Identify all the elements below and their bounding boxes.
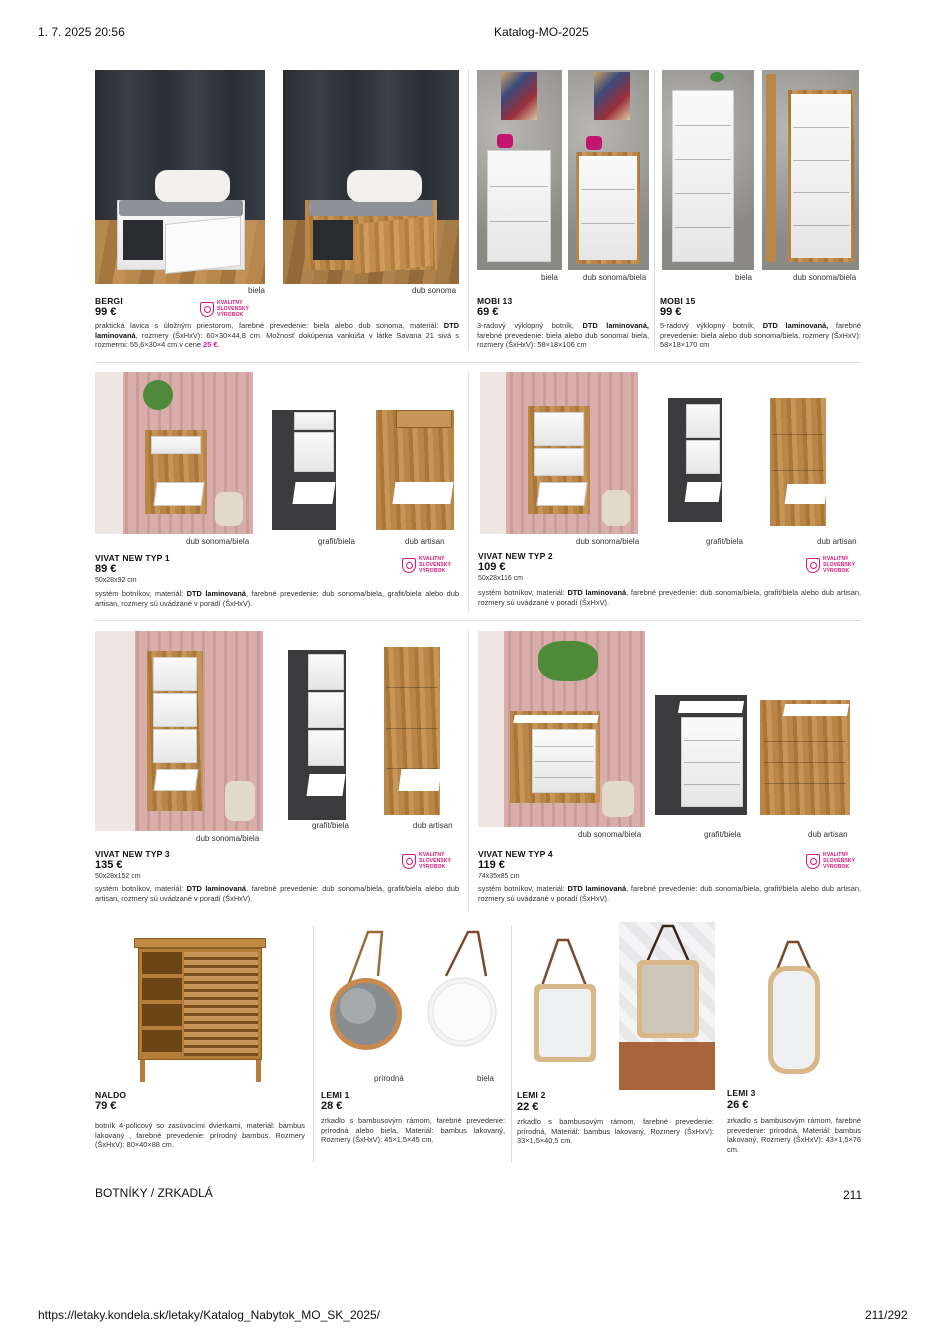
mobi15-white-image (662, 70, 754, 270)
vivat4-dimensions: 74x35x85 cm (478, 873, 520, 880)
mobi15-price: 99 € (660, 306, 682, 318)
lemi2-mirror-icon (528, 936, 604, 1076)
lemi1-image (328, 926, 508, 1066)
mobi15-description: 5-radový výklopný botník, DTD laminovaná, farebné prevedenie: biela alebo dub sonoma/biela, rozmery (ŠxHxV): 58×18×170 cm (660, 321, 861, 350)
lemi1-caption-natural: prírodná (374, 1074, 404, 1083)
vivat2-caption-1: dub sonoma/biela (576, 537, 640, 546)
vivat3-caption-3: dub artisan (413, 821, 453, 830)
lemi2-name: LEMI 2 (517, 1090, 546, 1100)
lemi2-price: 22 € (517, 1101, 539, 1113)
bergi-oak-image (283, 70, 459, 284)
mobi15-caption-white: biela (735, 273, 752, 282)
vivat3-artisan-image (384, 647, 440, 815)
shield-icon (806, 854, 820, 869)
lemi1-caption-white: biela (477, 1074, 494, 1083)
mobi13-description: 3-radový výklopný botník, DTD laminovaná, farebné prevedenie: biela alebo dub sonoma/ biela, rozmery (ŠxHxV): 58×18×106 cm (477, 321, 649, 350)
document-title: Katalog-MO-2025 (494, 25, 589, 39)
lemi2-scene-image (619, 922, 715, 1090)
source-url[interactable]: https://letaky.kondela.sk/letaky/Katalog_Nabytok_MO_SK_2025/ (38, 1308, 380, 1322)
vivat4-scene-image (478, 631, 645, 827)
vivat1-price: 89 € (95, 563, 117, 575)
naldo-name: NALDO (95, 1090, 127, 1100)
vivat4-caption-2: grafit/biela (704, 830, 741, 839)
vivat4-name: VIVAT NEW TYP 4 (478, 849, 553, 859)
quality-badge: KVALITNÝ SLOVENSKÝ VÝROBOK (806, 556, 859, 574)
bergi-white-image (95, 70, 265, 284)
lemi3-price: 26 € (727, 1099, 749, 1111)
mobi15-name: MOBI 15 (660, 296, 696, 306)
vivat3-caption-1: dub sonoma/biela (196, 834, 260, 843)
print-page-count: 211/292 (865, 1308, 908, 1322)
vivat4-graphite-image (655, 695, 747, 815)
vivat3-dimensions: 50x28x152 cm (95, 873, 141, 880)
vivat2-name: VIVAT NEW TYP 2 (478, 551, 553, 561)
vivat2-price: 109 € (478, 561, 506, 573)
quality-badge: KVALITNÝ SLOVENSKÝ VÝROBOK (402, 556, 455, 574)
vivat4-caption-3: dub artisan (808, 830, 848, 839)
lemi1-description: zrkadlo s bambusovým rámom, farebné prevedenie: prírodná alebo biela, Materiál: bambus lakovaný, Rozmery (ŠxHxV): 45×1,5×45 cm. (321, 1116, 505, 1145)
mobi13-oak-image (568, 70, 649, 270)
bergi-caption-oak: dub sonoma (412, 286, 457, 295)
vivat1-name: VIVAT NEW TYP 1 (95, 553, 170, 563)
quality-badge: KVALITNÝ SLOVENSKÝ VÝROBOK (402, 852, 455, 870)
quality-badge: KVALITNÝ SLOVENSKÝ VÝROBOK (806, 852, 859, 870)
page-number: 211 (843, 1188, 863, 1202)
vivat2-caption-2: grafit/biela (706, 537, 743, 546)
naldo-image (132, 938, 268, 1083)
lemi3-mirror-icon (764, 938, 826, 1078)
print-datetime: 1. 7. 2025 20:56 (38, 25, 125, 39)
vivat1-caption-2: grafit/biela (318, 537, 355, 546)
shield-icon (200, 302, 214, 317)
vivat2-caption-3: dub artisan (817, 537, 857, 546)
vivat3-scene-image (95, 631, 263, 831)
mobi13-price: 69 € (477, 306, 499, 318)
vivat3-graphite-image (288, 650, 346, 820)
vivat4-price: 119 € (478, 859, 505, 871)
vivat1-caption-3: dub artisan (405, 537, 445, 546)
vivat3-name: VIVAT NEW TYP 3 (95, 849, 170, 859)
bergi-description: praktická lavica s úložným priestorom, farebné prevedenie: biela alebo dub sonoma, materiál: DTD laminovaná, rozmery (ŠxHxV): 60×30×44,8 cm. Možnosť dokúpenia vankúša v látke Savana 21 sivá s rozmermi: 55,6×30×4 cm v cene 25 €. (95, 321, 459, 350)
vivat3-caption-2: grafit/biela (312, 821, 349, 830)
mobi13-caption-oak: dub sonoma/biela (583, 273, 647, 282)
vivat3-description: systém botníkov, materiál: DTD laminovaná, farebné prevedenie: dub sonoma/biela, grafit/biela alebo dub artisan, rozmery sú uvádzané v poradí (ŠxHxV). (95, 884, 459, 903)
bergi-price: 99 € (95, 306, 117, 318)
vivat2-dimensions: 50x28x116 cm (478, 575, 524, 582)
bergi-caption-white: biela (248, 286, 265, 295)
vivat1-scene-image (95, 372, 253, 534)
lemi1-mirrors-icon (328, 926, 508, 1066)
section-label: BOTNÍKY / ZRKADLÁ (95, 1186, 213, 1200)
lemi3-description: zrkadlo s bambusovým rámom, farebné prevedenie: prírodná, Materiál: bambus lakovaný, Rozmery (ŠxHxV): 43×1,5×76 cm. (727, 1116, 861, 1154)
lemi1-price: 28 € (321, 1100, 343, 1112)
vivat1-dimensions: 50x28x92 cm (95, 577, 137, 584)
lemi2-image (528, 936, 604, 1076)
lemi3-name: LEMI 3 (727, 1088, 756, 1098)
mobi15-caption-oak: dub sonoma/biela (793, 273, 857, 282)
mobi13-caption-white: biela (541, 273, 558, 282)
shield-icon (806, 558, 820, 573)
lemi1-name: LEMI 1 (321, 1090, 350, 1100)
vivat4-artisan-image (760, 700, 850, 815)
lemi2-description: zrkadlo s bambusovým rámom, farebné prevedenie: prírodná, Materiál: bambus lakovaný, Rozmery (ŠxHxV): 33×1,5×40,5 cm. (517, 1117, 714, 1146)
vivat1-graphite-image (272, 410, 336, 530)
vivat1-description: systém botníkov, materiál: DTD laminovaná, farebné prevedenie: dub sonoma/biela, grafit/biela alebo dub artisan, rozmery sú uvádzané v poradí (ŠxHxV). (95, 589, 459, 608)
vivat2-description: systém botníkov, materiál: DTD laminovaná, farebné prevedenie: dub sonoma/biela, grafit/biela alebo dub artisan, rozmery sú uvádzané v poradí (ŠxHxV). (478, 588, 862, 607)
naldo-price: 79 € (95, 1100, 117, 1112)
vivat2-scene-image (480, 372, 638, 534)
lemi3-image (764, 938, 826, 1078)
vivat2-artisan-image (770, 398, 826, 526)
vivat3-price: 135 € (95, 859, 123, 871)
vivat4-description: systém botníkov, materiál: DTD laminovaná, farebné prevedenie: dub sonoma/biela, grafit/biela alebo dub artisan, rozmery sú uvádzané v poradí (ŠxHxV). (478, 884, 862, 903)
vivat2-graphite-image (668, 398, 722, 522)
mobi13-name: MOBI 13 (477, 296, 513, 306)
naldo-description: botník 4-policový so zasúvacími dvierkami, materiál: bambus lakovaný , farebné prevedenie: prírodný bambus. Rozmery (ŠxHxV): 80×40×88 cm. (95, 1121, 305, 1150)
mobi13-white-image (477, 70, 562, 270)
bergi-name: BERGI (95, 296, 123, 306)
mobi15-oak-image (762, 70, 859, 270)
shield-icon (402, 558, 416, 573)
vivat1-artisan-image (376, 410, 454, 530)
vivat1-caption-1: dub sonoma/biela (186, 537, 250, 546)
shield-icon (402, 854, 416, 869)
quality-badge: KVALITNÝ SLOVENSKÝ VÝROBOK (200, 300, 253, 318)
vivat4-caption-1: dub sonoma/biela (578, 830, 642, 839)
